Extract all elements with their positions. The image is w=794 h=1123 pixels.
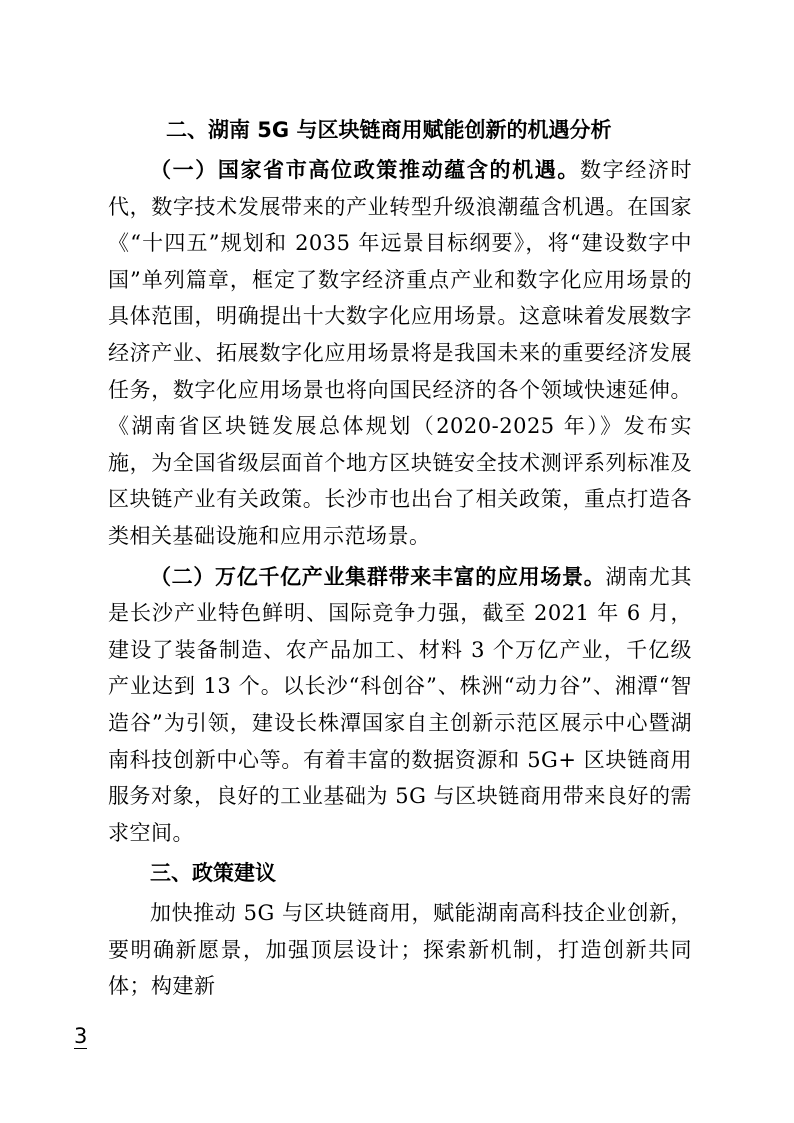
paragraph-body-policy: 数字经济时代，数字技术发展带来的产业转型升级浪潮蕴含机遇。在国家《“十四五”规划和 2035 年远景目标纲要》，将“建设数字中国”单列篇章，框定了数字经济重点产业和数字化应用场景的具体范围，明确提出十大数字化应用场景。这意味着发展数字经济产业、拓展数字化应用场景将是我国未来的重要经济发展任务，数字化应用场景也将向国民经济的各个领域快速延伸。《湖南省区块链发展总体规划（2020-2025 年）》发布实施，为全国省级层面首个地方区块链安全技术测评系列标准及区块链产业有关政策。长沙市也出台了相关政策，重点打造各类相关基础设施和应用示范场景。: [108, 158, 693, 548]
section-heading-policy-suggestions: 三、政策建议: [150, 861, 276, 886]
paragraph-lead-industry: （二）万亿千亿产业集群带来丰富的应用场景。: [150, 564, 606, 589]
section-heading-opportunities: 二、湖南 5G 与区块链商用赋能创新的机遇分析: [166, 118, 612, 142]
paragraph-suggestions: [108, 895, 692, 1005]
paragraph-body-industry: 湖南尤其是长沙产业特色鲜明、国际竞争力强，截至 2021 年 6 月，建设了装备制造、农产品加工、材料 3 个万亿产业，千亿级产业达到 13 个。以长沙“科创谷”、株洲“动力谷”、湘潭“智造谷”为引领，建设长株潭国家自主创新示范区展示中心暨湖南科技创新中心等。有着丰富的数据资源和 5G+ 区块链商用服务对象，良好的工业基础为 5G 与区块链商用带来良好的需求空间。: [108, 564, 692, 845]
document-page: [108, 108, 692, 1005]
paragraph-industry-scenarios: [108, 559, 692, 852]
paragraph-policy-opportunity: [108, 152, 692, 555]
paragraph-lead-policy: （一）国家省市高位政策推动蕴含的机遇。: [150, 158, 580, 182]
paragraph-body-suggestions: 加快推动 5G 与区块链商用，赋能湖南高科技企业创新，要明确新愿景，加强顶层设计；探索新机制，打造创新共同体；构建新: [108, 901, 692, 999]
page-number: 3: [74, 1024, 88, 1048]
